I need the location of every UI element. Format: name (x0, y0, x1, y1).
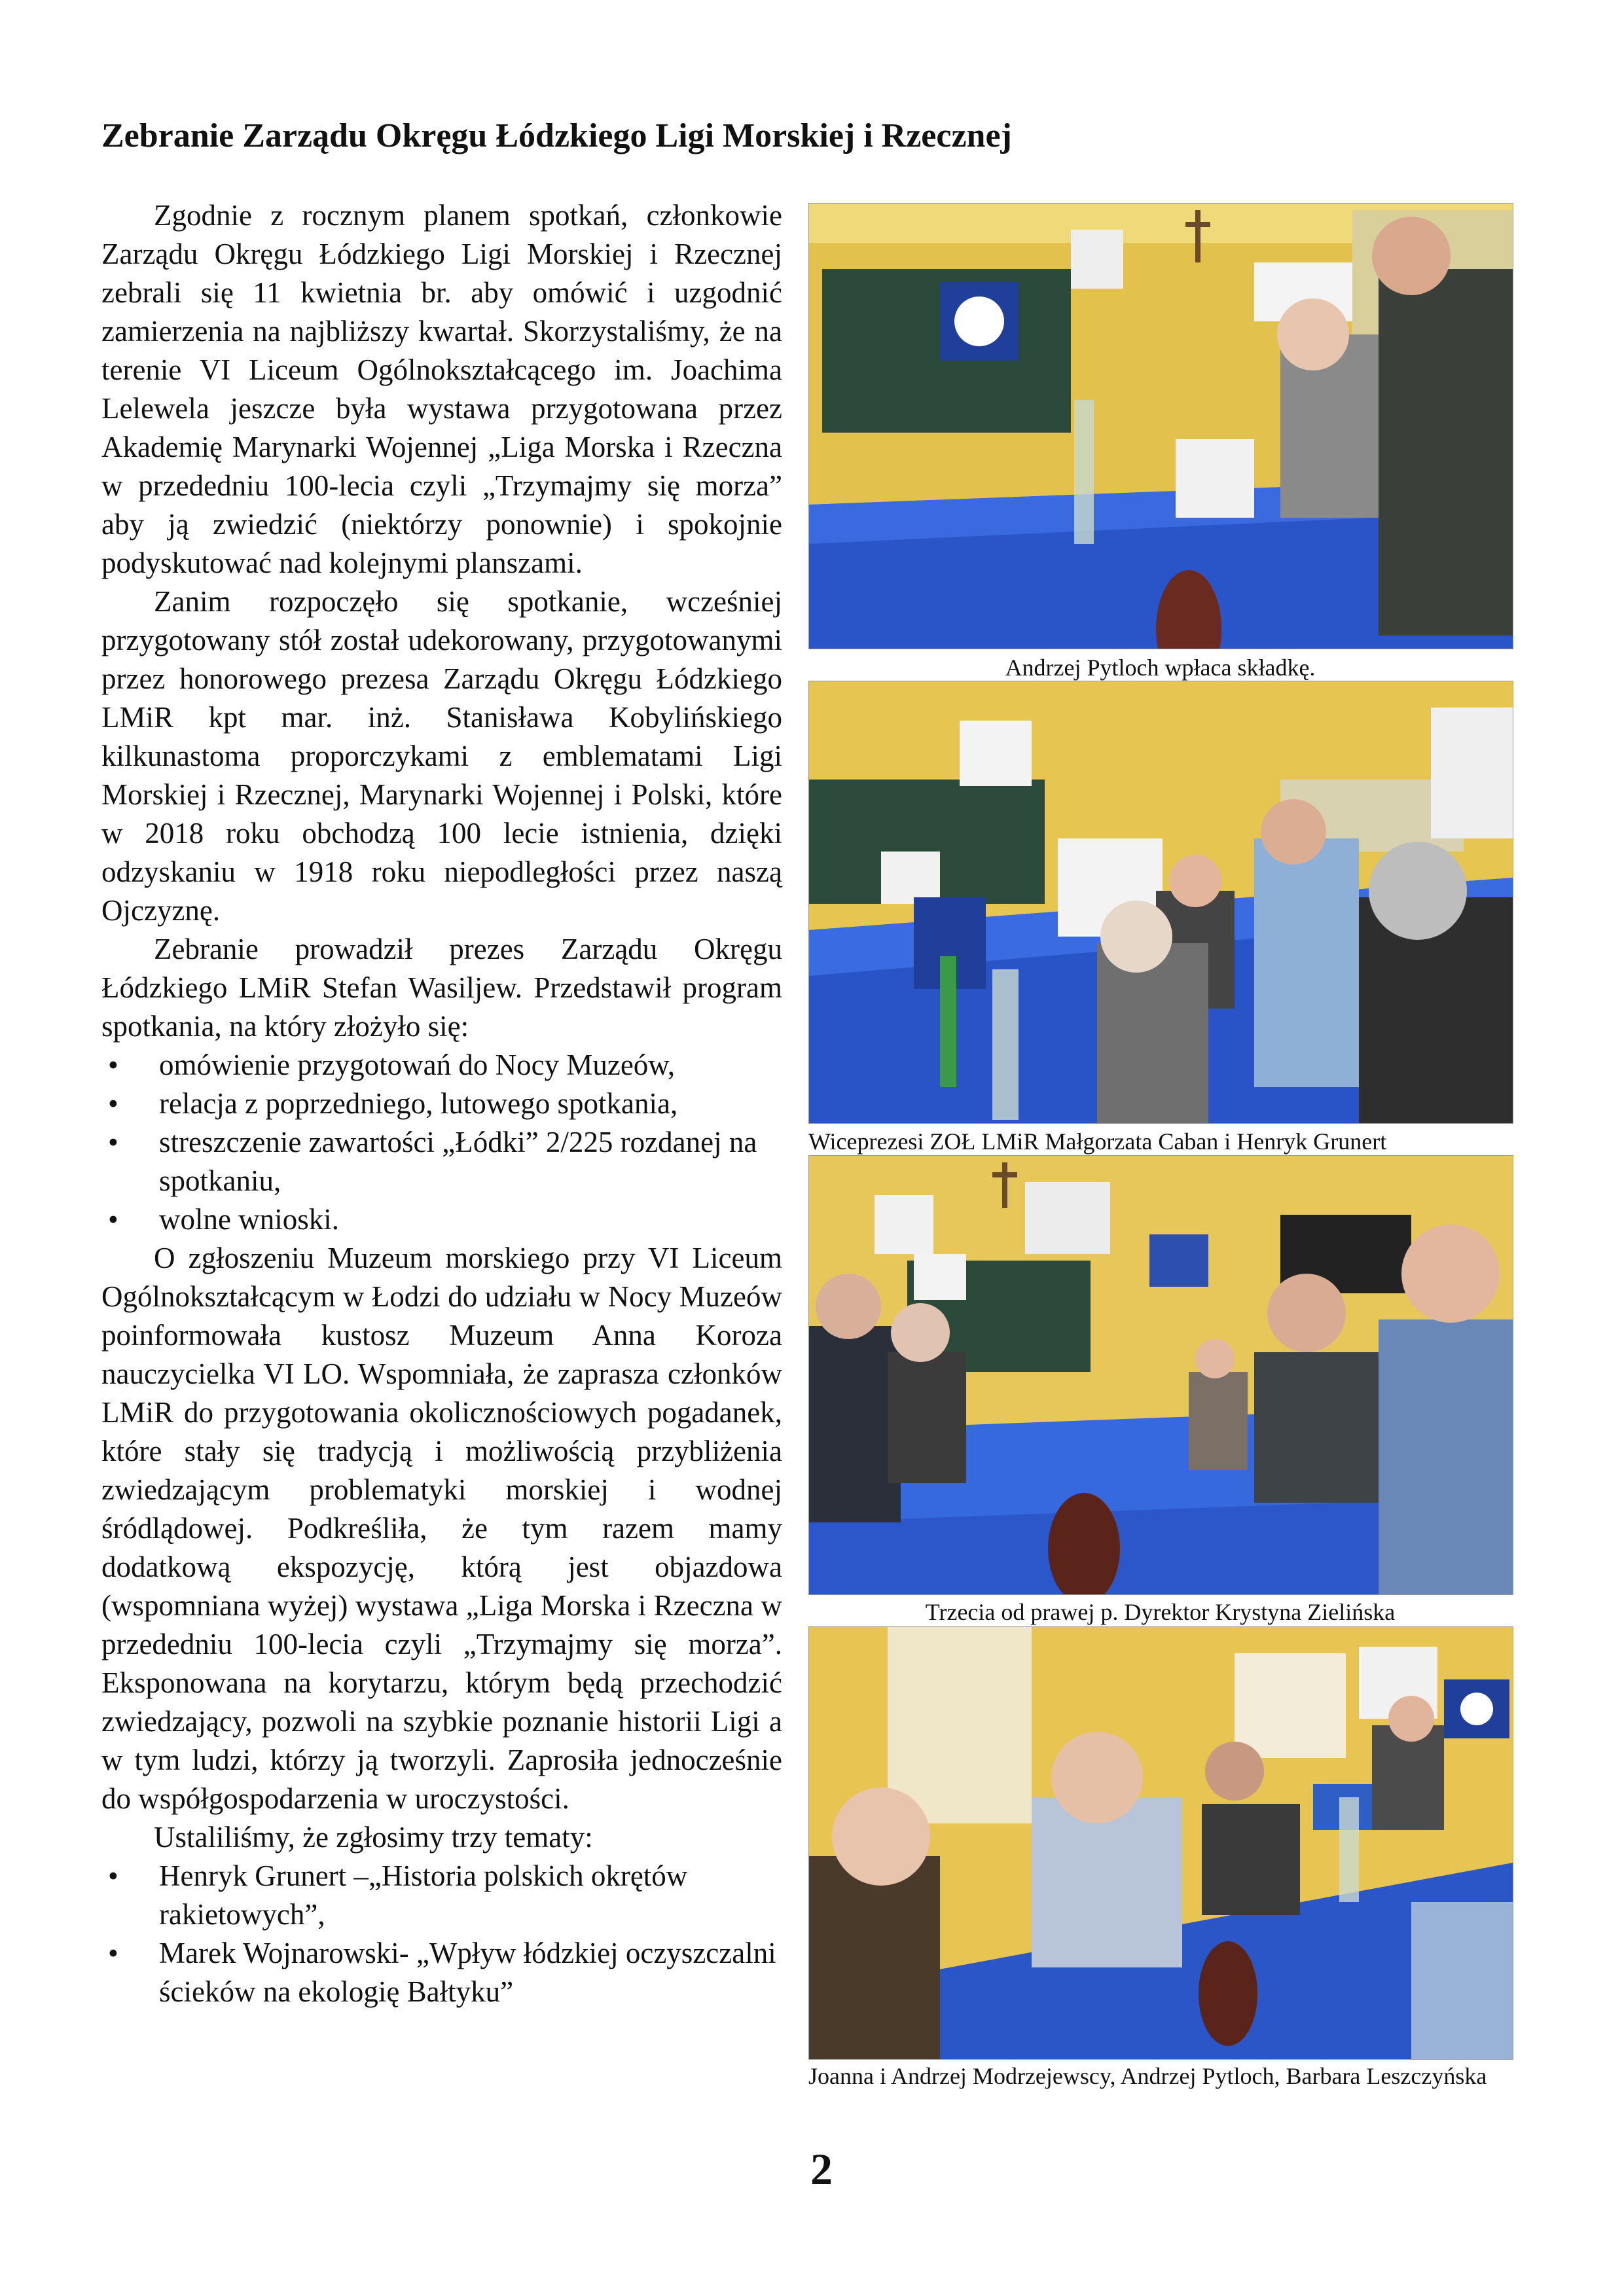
photo-caption: Andrzej Pytloch wpłaca składkę. (1005, 655, 1316, 681)
paragraph: Zanim rozpoczęło się spotkanie, wcześniej przygotowany stół został udekorowany, przygotowanymi przez honorowego prezesa Zarządu Okręgu Łódzkiego LMiR kpt mar. inż. Stanisława Kobylińskiego kilkunastoma proporczykami z emblematami Ligi Morskiej i Rzecznej, Marynarki Wojennej i Polski, które w 2018 roku obchodzą 100 lecie istnienia, dzięki odzyskaniu w 1918 roku niepodległości przez naszą Ojczyznę. (101, 585, 782, 927)
paragraph: Zebranie prowadził prezes Zarządu Okręgu Łódzkiego LMiR Stefan Wasiljew. Przedstawił program spotkania, na który złożyło się: (101, 933, 782, 1043)
photo-caption: Wiceprezesi ZOŁ LMiR Małgorzata Caban i Henryk Grunert (808, 1128, 1387, 1155)
article-body (101, 196, 782, 2011)
topics-list (101, 1857, 782, 2011)
photo-meeting-2-image (809, 681, 1513, 1123)
photo-meeting-3-image (809, 1156, 1513, 1594)
photo-meeting-4 (808, 1626, 1513, 2060)
photo-meeting-1 (808, 203, 1513, 649)
paragraph: Ustaliliśmy, że zgłosimy trzy tematy: (154, 1821, 593, 1854)
list-item: • relacja z poprzedniego, lutowego spotkania, (159, 1085, 782, 1123)
list-item: • Marek Wojnarowski- „Wpływ łódzkiej oczyszczalni ścieków na ekologię Bałtyku” (159, 1934, 782, 2011)
page-number: 2 (810, 2144, 833, 2194)
paragraph: O zgłoszeniu Muzeum morskiego przy VI Liceum Ogólnokształcącym w Łodzi do udziału w Nocy Muzeów poinformowała kustosz Muzeum Anna Koroza nauczycielka VI LO. Wspomniała, że zaprasza członków LMiR do przygotowania okolicznościowych pogadanek, które stały się tradycją i możliwością przybliżenia zwiedzającym problematyki morskiej i wodnej śródlądowej. Podkreśliła, że tym razem mamy dodatkową ekspozycję, którą jest objazdowa (wspomniana wyżej) wystawa „Liga Morska i Rzeczna w przededniu 100-lecia czyli „Trzymajmy się morza”. Eksponowana na korytarzu, którym będą przechodzić zwiedzający, pozwoli na szybkie poznanie historii Ligi a w tym ludzi, którzy ją tworzyli. Zaprosiła jednocześnie do współgospodarzenia w uroczystości. (101, 1242, 782, 1815)
photo-meeting-4-image (809, 1627, 1513, 2059)
photo-caption: Joanna i Andrzej Modrzejewscy, Andrzej Pytloch, Barbara Leszczyńska (808, 2063, 1487, 2089)
photo-meeting-2 (808, 681, 1513, 1124)
list-item: • omówienie przygotowań do Nocy Muzeów, (159, 1046, 782, 1085)
photo-meeting-3 (808, 1155, 1513, 1595)
list-item: • Henryk Grunert –„Historia polskich okrętów rakietowych”, (159, 1857, 782, 1934)
agenda-list (101, 1046, 782, 1239)
page-title: Zebranie Zarządu Okręgu Łódzkiego Ligi Morskiej i Rzecznej (101, 117, 1012, 154)
photo-meeting-1-image (809, 204, 1513, 649)
list-item: • streszczenie zawartości „Łódki” 2/225 rozdanej na spotkaniu, (159, 1123, 782, 1200)
paragraph: Zgodnie z rocznym planem spotkań, członkowie Zarządu Okręgu Łódzkiego Ligi Morskiej i Rzecznej zebrali się 11 kwietnia br. aby omówić i uzgodnić zamierzenia na najbliższy kwartał. Skorzystaliśmy, że na terenie VI Liceum Ogólnokształcącego im. Joachima Lelewela jeszcze była wystawa przygotowana przez Akademię Marynarki Wojennej „Liga Morska i Rzeczna w przededniu 100-lecia czyli „Trzymajmy się morza” aby ją zwiedzić (niektórzy ponownie) i spokojnie podyskutować nad kolejnymi planszami. (101, 199, 782, 579)
photo-caption: Trzecia od prawej p. Dyrektor Krystyna Zielińska (925, 1599, 1396, 1625)
list-item: • wolne wnioski. (159, 1200, 782, 1239)
